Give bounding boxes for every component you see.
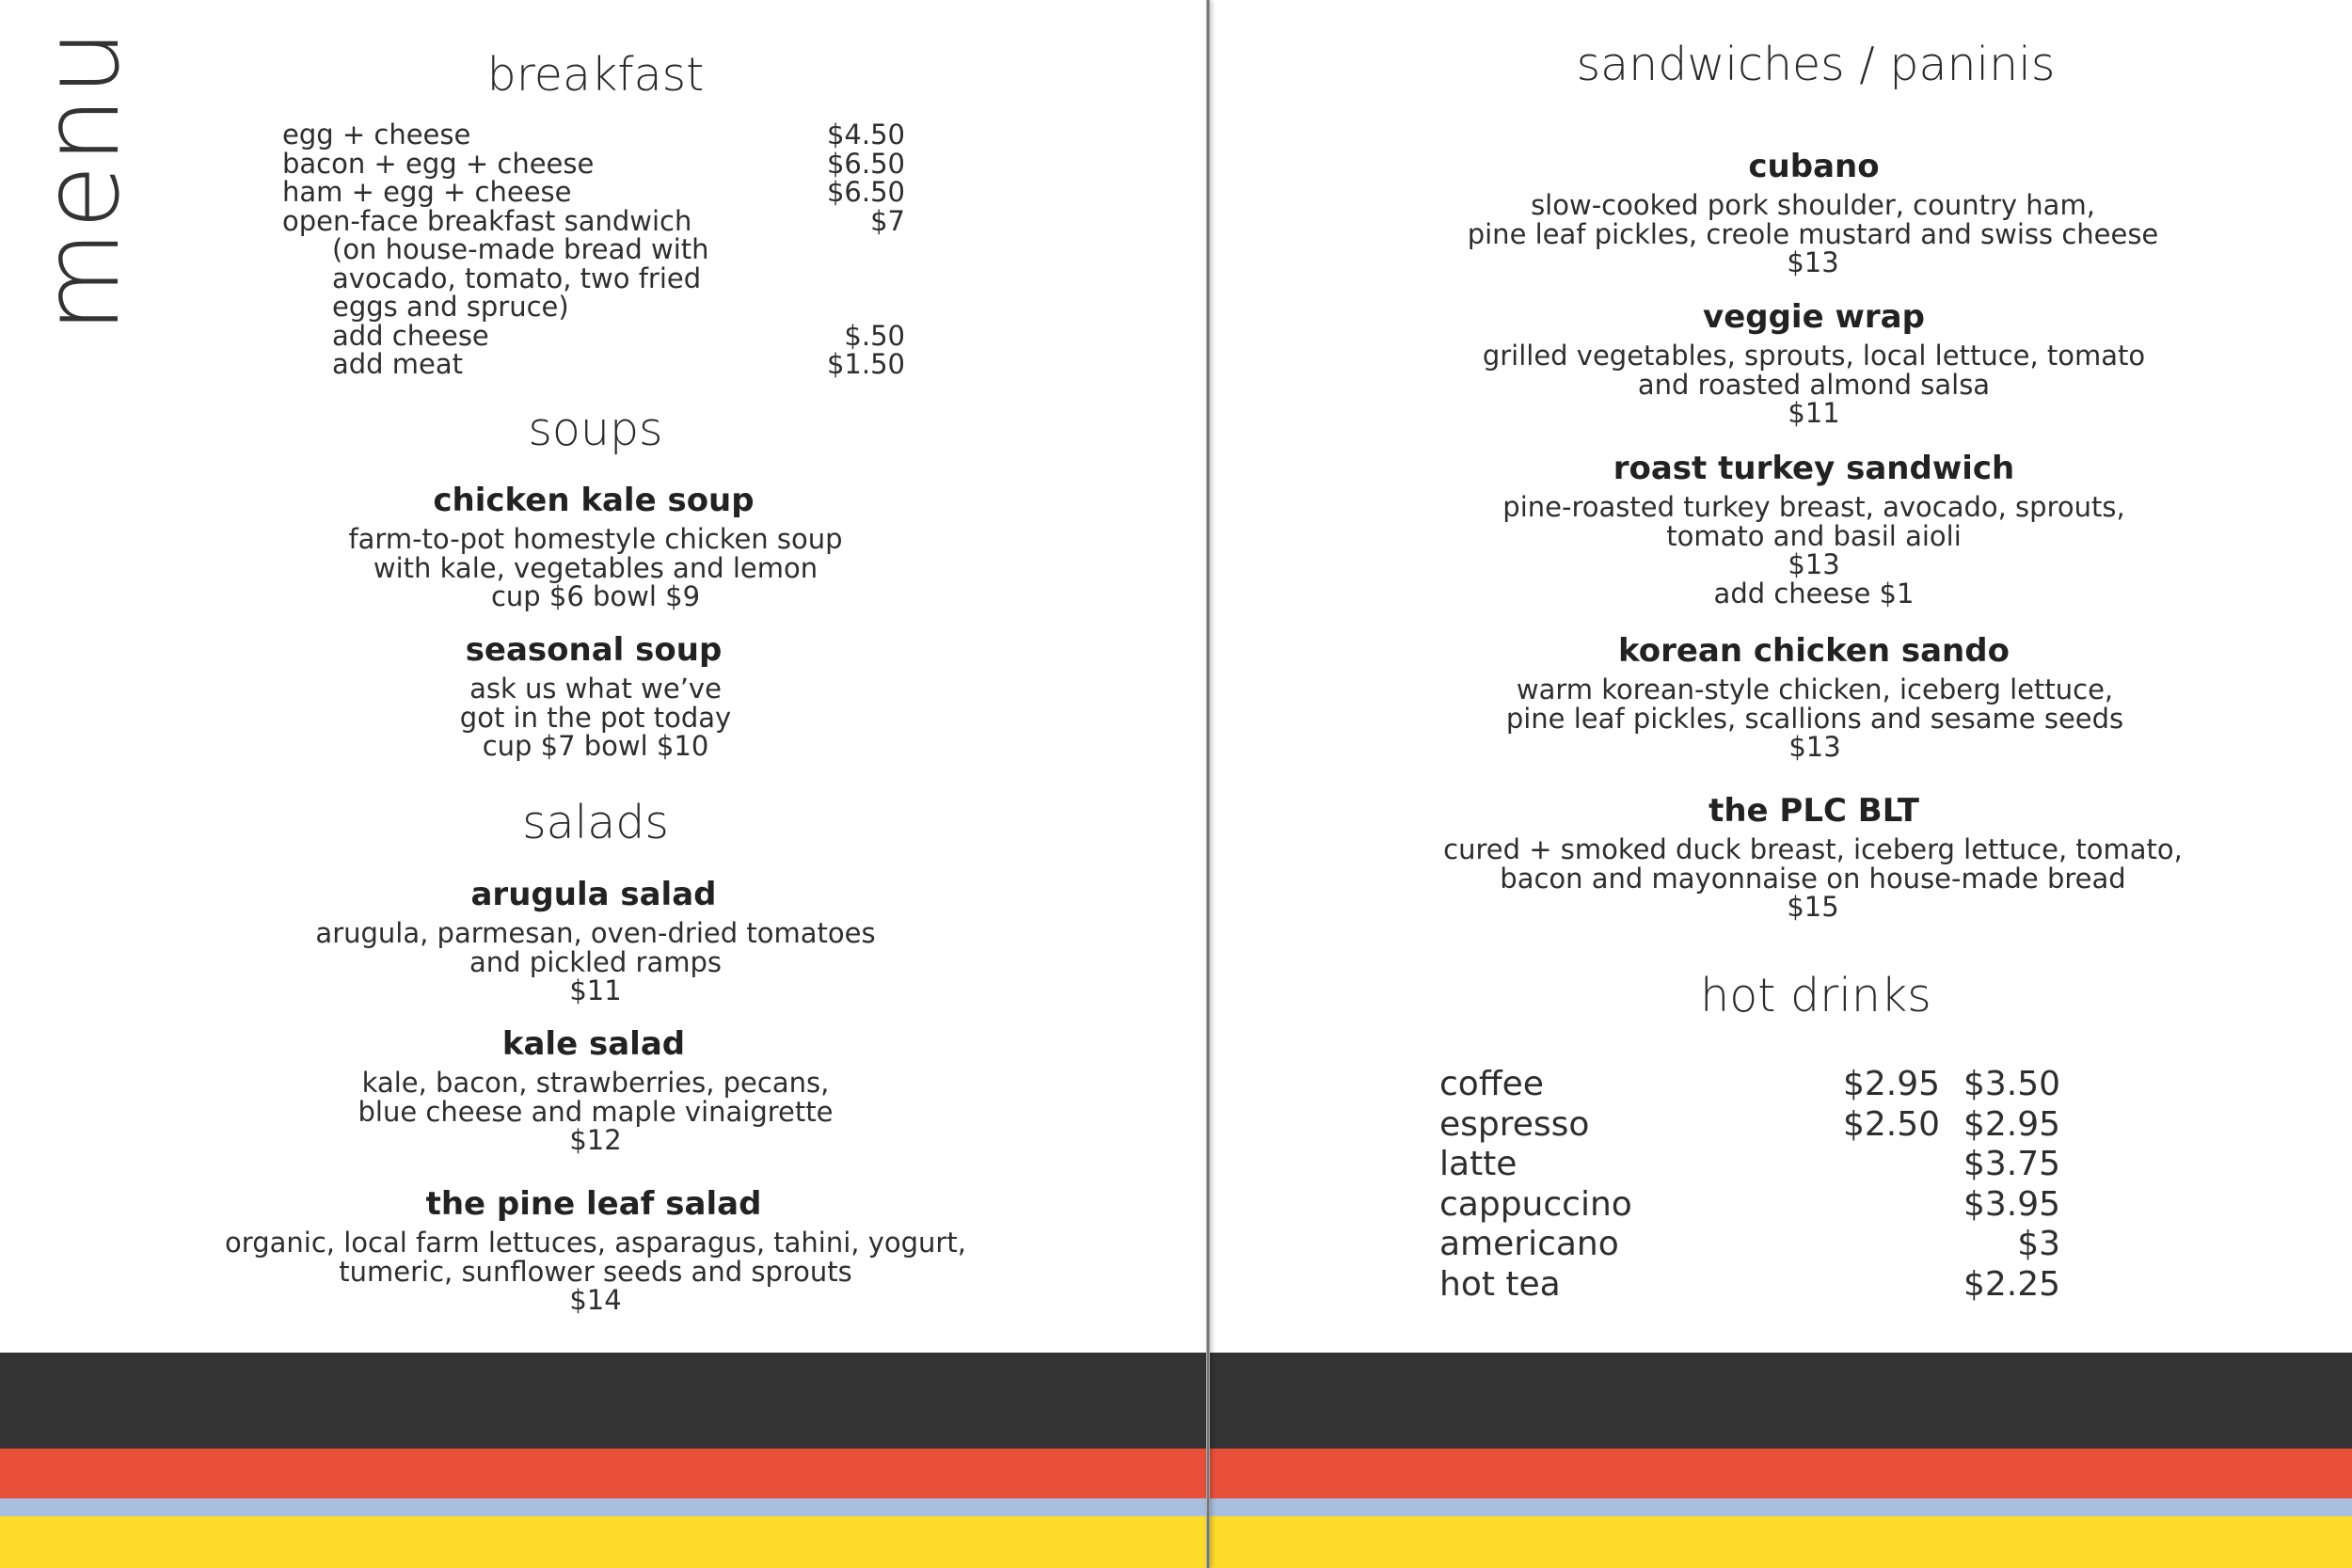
drink-price-large: $3.50 — [1963, 1065, 2060, 1103]
description-line: organic, local farm lettuces, asparagus, tahini, yogurt, — [225, 1227, 966, 1259]
soups-heading: soups — [528, 403, 663, 456]
drink-name: coffee — [1439, 1065, 1544, 1103]
description-line: slow-cooked pork shoulder, country ham, — [1531, 189, 2095, 221]
sandwich-item-description — [1208, 493, 2352, 608]
description-line: pine leaf pickles, creole mustard and swiss cheese — [1467, 217, 2159, 250]
drink-name: cappuccino — [1439, 1184, 1632, 1224]
drink-price-small: $2.95 — [1842, 1065, 1940, 1103]
soup-item-title: seasonal soup — [465, 631, 723, 669]
description-line: $11 — [569, 974, 622, 1006]
drink-name: espresso — [1439, 1104, 1590, 1144]
stripe-red — [0, 1449, 2352, 1498]
salad-item-description — [0, 919, 1191, 1006]
description-line: got in the pot today — [459, 701, 732, 734]
description-line: bacon and mayonnaise on house-made bread — [1500, 862, 2126, 895]
breakfast-item-name: ham + egg + cheese — [282, 176, 572, 208]
breakfast-list — [282, 120, 905, 379]
drink-name: hot tea — [1439, 1264, 1561, 1304]
sandwich-item-description — [1208, 341, 2352, 428]
drink-row — [1439, 1225, 2060, 1265]
description-line: grilled vegetables, sprouts, local lettuce, tomato — [1482, 340, 2146, 372]
description-line: pine-roasted turkey breast, avocado, sprouts, — [1502, 491, 2125, 523]
sandwich-item-description — [1208, 191, 2352, 277]
salad-item-description — [0, 1069, 1191, 1155]
sandwich-item-title: roast turkey sandwich — [1613, 450, 2015, 487]
description-line: $15 — [1787, 891, 1839, 923]
sandwich-item-description — [1208, 675, 2352, 762]
description-line: $13 — [1788, 548, 1840, 580]
breakfast-item — [282, 178, 905, 207]
menu-label-text: menu — [21, 28, 143, 333]
description-line: arugula, parmesan, oven-dried tomatoes — [315, 917, 876, 949]
hot-drinks-heading: hot drinks — [1700, 969, 1931, 1022]
drink-row — [1439, 1185, 2060, 1226]
drink-name: americano — [1439, 1225, 1619, 1263]
breakfast-heading: breakfast — [486, 48, 705, 102]
sandwich-item-title: korean chicken sando — [1618, 632, 2010, 670]
salad-item-title: the pine leaf salad — [425, 1185, 762, 1223]
soup-item-title: chicken kale soup — [433, 482, 755, 519]
description-line: $12 — [569, 1124, 622, 1156]
description-line: $14 — [569, 1284, 622, 1316]
stripe-dark — [0, 1353, 2352, 1449]
breakfast-detail-line: (on house-made bread with — [332, 233, 709, 265]
breakfast-item-price: $6.50 — [826, 147, 905, 180]
description-line: with kale, vegetables and lemon — [373, 551, 818, 584]
drink-price-large: $2.25 — [1963, 1264, 2060, 1304]
stripe-yellow — [0, 1516, 2352, 1568]
soup-item-description — [0, 674, 1191, 761]
salad-item-title: kale salad — [501, 1025, 686, 1063]
stripe-blue — [0, 1498, 2352, 1516]
drink-price-large: $2.95 — [1963, 1104, 2060, 1144]
sandwiches-heading: sandwiches / paninis — [1576, 38, 2056, 91]
drink-row — [1439, 1065, 2060, 1105]
drink-price-small: $2.50 — [1842, 1104, 1940, 1144]
left-page — [0, 0, 1208, 1353]
description-line: cup $6 bowl $9 — [490, 580, 701, 612]
drink-row — [1439, 1105, 2060, 1146]
drink-name: latte — [1439, 1145, 1518, 1183]
description-line: kale, bacon, strawberries, pecans, — [361, 1067, 830, 1099]
description-line: blue cheese and maple vinaigrette — [358, 1095, 834, 1128]
breakfast-addon-name: add meat — [332, 348, 464, 380]
breakfast-item-price: $4.50 — [826, 119, 905, 150]
breakfast-item — [282, 120, 905, 150]
breakfast-addon-price: $.50 — [844, 319, 905, 352]
description-line: $11 — [1788, 397, 1840, 429]
breakfast-item — [282, 147, 905, 180]
description-line: warm korean-style chicken, iceberg lettuce, — [1516, 673, 2114, 705]
drink-row — [1439, 1265, 2060, 1306]
description-line: cured + smoked duck breast, iceberg lettuce, tomato, — [1443, 833, 2183, 865]
breakfast-detail-line: eggs and spruce) — [332, 291, 569, 323]
description-line: farm-to-pot homestyle chicken soup — [348, 523, 843, 555]
description-line: $13 — [1787, 246, 1839, 278]
breakfast-item — [282, 204, 905, 237]
description-line: and pickled ramps — [469, 945, 722, 978]
sandwich-item-title: the PLC BLT — [1708, 792, 1919, 830]
salads-heading: salads — [522, 796, 669, 849]
description-line: ask us what we’ve — [469, 673, 722, 705]
description-line: pine leaf pickles, scallions and sesame seeds — [1505, 702, 2124, 735]
breakfast-item-price: $7 — [870, 204, 905, 237]
description-line: tomato and basil aioli — [1666, 519, 1962, 552]
breakfast-addon — [282, 350, 905, 379]
description-line: add cheese $1 — [1713, 577, 1915, 610]
breakfast-detail-line: avocado, tomato, two fried — [332, 261, 702, 294]
sandwich-item-description — [1208, 835, 2352, 922]
salad-item-description — [0, 1228, 1191, 1315]
soup-item-description — [0, 525, 1191, 611]
salad-item-title: arugula salad — [470, 876, 717, 913]
description-line: $13 — [1788, 731, 1841, 763]
hot-drinks-list — [1439, 1065, 2060, 1305]
breakfast-item-name: bacon + egg + cheese — [282, 147, 595, 180]
sandwich-item-title: cubano — [1748, 148, 1880, 185]
drink-row — [1439, 1145, 2060, 1185]
description-line: and roasted almond salsa — [1637, 368, 1991, 401]
drink-price-large: $3.75 — [1963, 1145, 2060, 1183]
description-line: cup $7 bowl $10 — [482, 730, 709, 762]
description-line: tumeric, sunflower seeds and sprouts — [339, 1255, 852, 1288]
drink-price-large: $3.95 — [1963, 1184, 2060, 1224]
breakfast-addon-price: $1.50 — [826, 348, 905, 380]
breakfast-addon — [282, 319, 905, 352]
breakfast-item-price: $6.50 — [826, 176, 905, 208]
drink-price-large: $3 — [2017, 1225, 2060, 1263]
breakfast-item-name: egg + cheese — [282, 119, 471, 150]
sandwich-item-title: veggie wrap — [1703, 298, 1925, 336]
book-spine — [1206, 0, 1210, 1568]
breakfast-addon-name: add cheese — [332, 319, 489, 352]
breakfast-item-name: open-face breakfast sandwich — [282, 204, 692, 237]
